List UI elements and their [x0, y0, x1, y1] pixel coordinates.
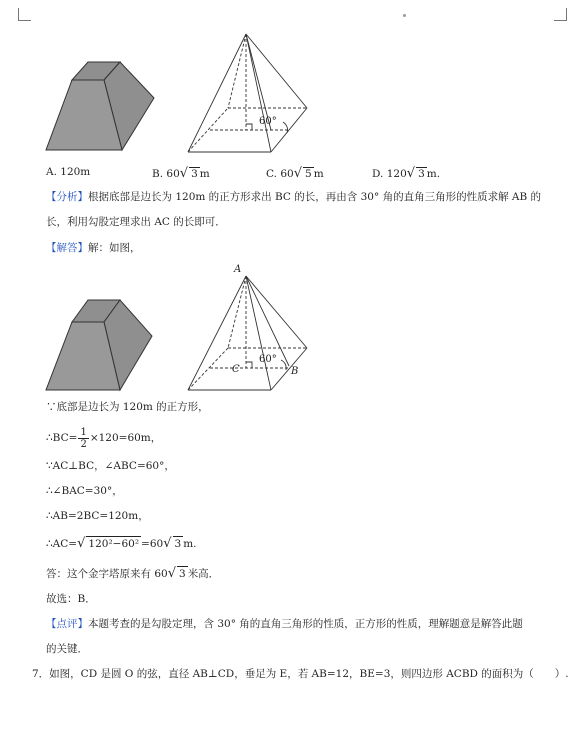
point-label-a: A	[234, 264, 242, 275]
step-3: ∵AC⊥BC，∠ABC=60°，	[46, 460, 175, 472]
angle-label-top: 60°	[259, 116, 277, 127]
point-label-c: C	[232, 364, 240, 375]
step-8: 故选：B．	[46, 593, 96, 605]
page-corner-mark-right	[554, 8, 567, 21]
comment-line-1: 【点评】本题考查的是勾股定理，含 30° 角的直角三角形的性质，正方形的性质，理解题意是解答此题	[46, 618, 523, 630]
option-b: B. 60√ 3 m	[152, 166, 210, 181]
option-c: C. 60√ 5 m	[266, 166, 324, 181]
step-6: ∴AC=√ 120²−60² =60√ 3 m.	[46, 536, 197, 551]
pyramid-bottom	[188, 276, 307, 390]
step-1: ∵底部是边长为 120m 的正方形，	[46, 401, 209, 413]
question-7: 7．如图，CD 是圆 O 的弦，直径 AB⊥CD，垂足为 E，若 AB=12，BE=3，则四边形 ACBD 的面积为（ ）.	[32, 668, 569, 680]
figure-bottom	[40, 262, 330, 392]
step-5: ∴AB=2BC=120m，	[46, 510, 149, 522]
pyramid-top	[188, 34, 307, 152]
angle-label-bottom: 60°	[259, 354, 277, 365]
page-corner-mark-left	[18, 8, 31, 21]
option-a: A. 120m	[46, 166, 91, 178]
comment-line-2: 的关键．	[46, 643, 88, 655]
step-4: ∴∠BAC=30°，	[46, 485, 123, 497]
step-2: ∴BC= $\frac{1}{2}$ ×120=60m，	[46, 426, 162, 450]
truncated-pyramid-top	[46, 62, 154, 150]
point-label-b: B	[291, 366, 299, 377]
fraction-one-half: $\frac{1}{2}$	[80, 426, 87, 450]
truncated-pyramid-bottom	[46, 300, 152, 390]
step-7: 答：这个金字塔原来有 60√ 3 米高．	[46, 566, 220, 581]
analysis-line-2: 长，利用勾股定理求出 AC 的长即可．	[46, 216, 226, 228]
analysis-line-1: 【分析】根据底部是边长为 120m 的正方形求出 BC 的长，再由含 30° 角的直角三角形的性质求解 AB 的	[46, 191, 542, 203]
option-d: D. 120√ 3 m.	[372, 166, 441, 181]
figure-top	[40, 30, 330, 160]
answer-line: 【解答】解：如图，	[46, 242, 141, 254]
page-dot-mark	[403, 14, 406, 17]
